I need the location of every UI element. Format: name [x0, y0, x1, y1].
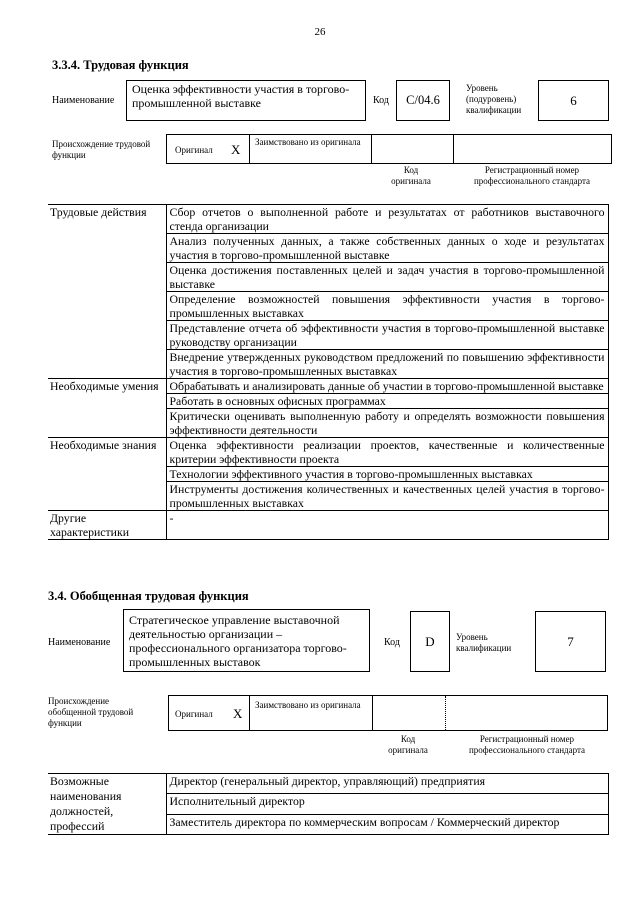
reg-number-label: Регистрационный номер профессионального стандарта [473, 165, 591, 186]
position-item: Директор (генеральный директор, управляющий) предприятия [166, 774, 608, 794]
table-cell: Оценка эффективности реализации проектов, качественные и количественные критерии эффективности проекта [166, 438, 608, 467]
code-original-label: Код оригинала [391, 165, 431, 186]
level-label: Уровень квалификации [456, 632, 512, 653]
function-details-table [48, 204, 609, 540]
table-cell: Обрабатывать и анализировать данные об участии в торгово-промышленной выставке [166, 379, 608, 394]
code-label: Код [384, 637, 400, 648]
positions-table [48, 773, 609, 835]
row-label: Другие характеристики [48, 511, 166, 540]
original-label: Оригинал [175, 145, 213, 155]
origin-label: Происхождение трудовой функции [52, 139, 151, 160]
function-code-box: D [410, 611, 450, 672]
level-box: 7 [535, 611, 606, 672]
table-cell: Оценка достижения поставленных целей и задач участия в торгово-промышленной выставке [166, 263, 608, 292]
borrowed-label: Заимствовано из оригинала [255, 700, 361, 710]
original-label: Оригинал [175, 709, 213, 719]
position-item: Заместитель директора по коммерческим вопросам / Коммерческий директор [166, 814, 608, 834]
function-name-box: Оценка эффективности участия в торгово-промышленной выставке [126, 80, 366, 121]
table-cell: Работать в основных офисных программах [166, 394, 608, 409]
level-label: Уровень (подуровень) квалификации [466, 83, 522, 115]
original-mark: X [231, 142, 241, 157]
table-cell: Внедрение утвержденных руководством предложений по повышению эффективности участия в торгово-промышленных выставках [166, 350, 608, 379]
original-mark: X [233, 706, 243, 721]
row-label: Трудовые действия [48, 205, 166, 379]
table-cell: Анализ полученных данных, а также собственных данных о ходе и результатах участия в торгово-промышленной выставке [166, 234, 608, 263]
table-cell: Представление отчета об эффективности участия в торгово-промышленной выставке руководству организации [166, 321, 608, 350]
borrowed-label: Заимствовано из оригинала [255, 137, 361, 147]
table-cell: Определение возможностей повышения эффективности участия в торгово-промышленных выставках [166, 292, 608, 321]
origin-table [166, 134, 612, 164]
table-cell: Технологии эффективного участия в торгово-промышленных выставках [166, 467, 608, 482]
reg-number-label: Регистрационный номер профессионального стандарта [468, 734, 586, 755]
name-label: Наименование [48, 637, 111, 648]
page-number: 26 [314, 26, 326, 38]
section-heading: 3.4. Обобщенная трудовая функция [48, 589, 249, 603]
code-original-label: Код оригинала [388, 734, 428, 755]
function-code-box: C/04.6 [396, 80, 450, 121]
table-cell: Сбор отчетов о выполненной работе и результатах от работников выставочного стенда организации [166, 205, 608, 234]
name-label: Наименование [52, 95, 115, 106]
section-heading: 3.3.4. Трудовая функция [52, 58, 189, 72]
origin-table [168, 695, 608, 731]
row-label: Возможные наименования должностей, профессий [48, 774, 166, 835]
generalized-function-name-box: Стратегическое управление выставочной деятельностью организации – профессионального организатора торгово-промышленных выставок [123, 609, 370, 672]
table-cell: Инструменты достижения количественных и качественных целей участия в торгово-промышленных выставках [166, 482, 608, 511]
position-item: Исполнительный директор [166, 794, 608, 814]
origin-label: Происхождение обобщенной трудовой функции [48, 696, 134, 728]
code-label: Код [373, 95, 389, 106]
table-cell: - [166, 511, 608, 540]
row-label: Необходимые умения [48, 379, 166, 438]
row-label: Необходимые знания [48, 438, 166, 511]
level-box: 6 [538, 80, 609, 121]
table-cell: Критически оценивать выполненную работу и определять возможности повышения эффективности деятельности [166, 409, 608, 438]
